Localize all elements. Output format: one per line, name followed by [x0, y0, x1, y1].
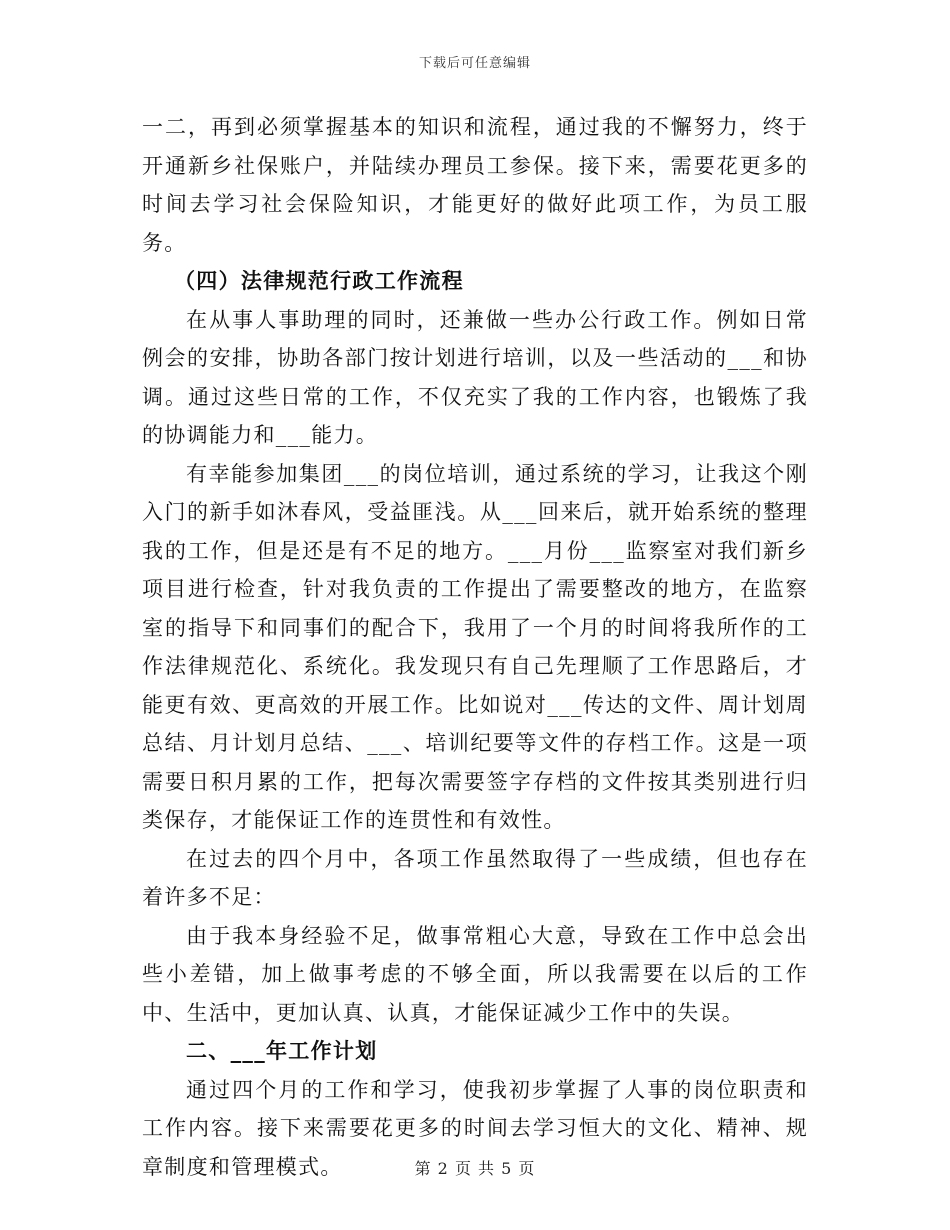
section-heading-work-plan: 二、___年工作计划	[186, 1038, 378, 1063]
page-footer: 第 2 页 共 5 页	[414, 1159, 536, 1178]
paragraph-work-plan: 通过四个月的工作和学习，使我初步掌握了人事的岗位职责和工作内容。接下来需要花更多的时间去学习恒大的文化、精神、规章制度和管理模式。	[142, 1077, 808, 1179]
paragraph-training: 有幸能参加集团___的岗位培训，通过系统的学习，让我这个刚入门的新手如沐春风，受益匪浅。从___回来后，就开始系统的整理我的工作，但是还是有不足的地方。___月份___监察室对我们新乡项目进行检查，针对我负责的工作提出了需要整改的地方，在监察室的指导下和同事们的配合下，我用了一个月的时间将我所作的工作法律规范化、系统化。我发现只有自己先理顺了工作思路后，才能更有效、更高效的开展工作。比如说对___传达的文件、周计划周总结、月计划月总结、___、培训纪要等文件的存档工作。这是一项需要日积月累的工作，把每次需要签字存档的文件按其类别进行归类保存，才能保证工作的连贯性和有效性。	[142, 461, 808, 832]
paragraph-admin-work: 在从事人事助理的同时，还兼做一些办公行政工作。例如日常例会的安排，协助各部门按计划进行培训，以及一些活动的___和协调。通过这些日常的工作，不仅充实了我的工作内容，也锻炼了我的协调能力和___能力。	[142, 307, 808, 447]
section-heading-legal-admin: （四）法律规范行政工作流程	[174, 268, 464, 293]
paragraph-social-security: 一二，再到必须掌握基本的知识和流程，通过我的不懈努力，终于开通新乡社保账户，并陆续办理员工参保。接下来，需要花更多的时间去学习社会保险知识，才能更好的做好此项工作，为员工服务。	[142, 115, 808, 255]
paragraph-shortcomings-intro: 在过去的四个月中，各项工作虽然取得了一些成绩，但也存在着许多不足：	[142, 846, 808, 909]
page-header: 下载后可任意编辑	[418, 56, 531, 71]
document-body	[142, 108, 808, 1186]
paragraph-shortcomings: 由于我本身经验不足，做事常粗心大意，导致在工作中总会出些小差错，加上做事考虑的不够全面，所以我需要在以后的工作中、生活中，更加认真、认真，才能保证减少工作中的失误。	[142, 923, 808, 1025]
